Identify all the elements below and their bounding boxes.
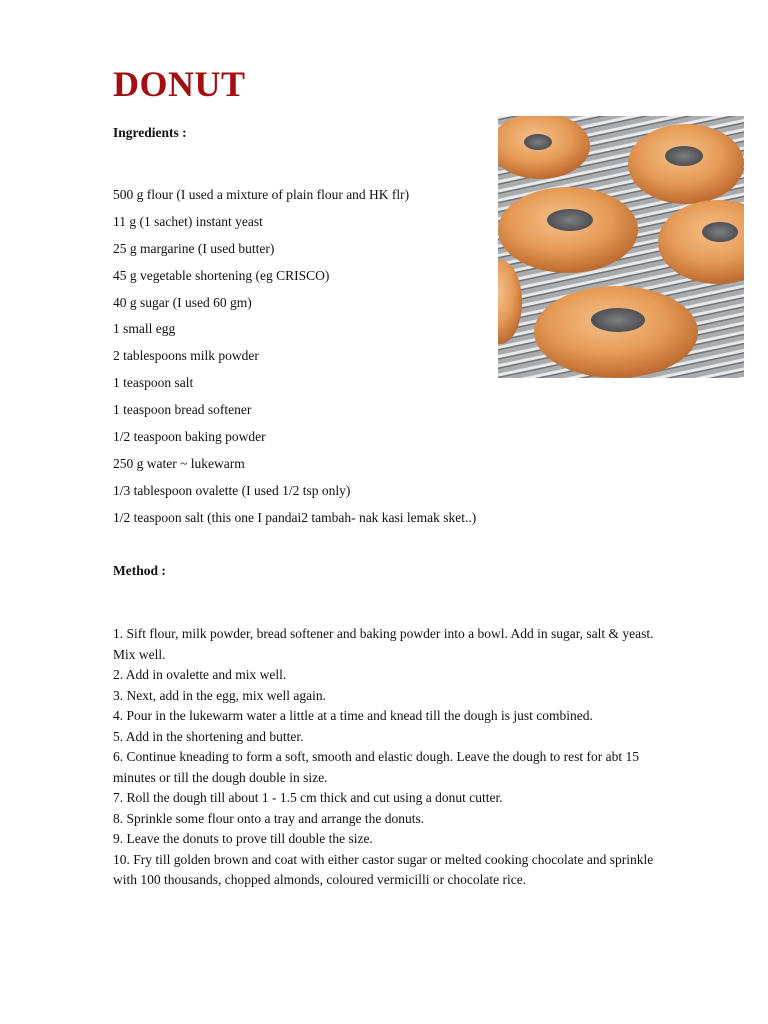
donut-shape	[498, 187, 638, 273]
ingredient-item: 2 tablespoons milk powder	[113, 348, 259, 364]
ingredient-item: 1 teaspoon salt	[113, 375, 194, 391]
method-step: 7. Roll the dough till about 1 - 1.5 cm thick and cut using a donut cutter.	[113, 790, 503, 805]
method-step: 9. Leave the donuts to prove till double the size.	[113, 831, 373, 846]
method-step: 6. Continue kneading to form a soft, smooth and elastic dough. Leave the dough to rest for abt 15 minutes or till the dough double in size.	[113, 749, 640, 785]
method-heading: Method :	[113, 563, 166, 578]
ingredient-item: 1/2 teaspoon baking powder	[113, 429, 266, 445]
donut-shape	[628, 124, 744, 204]
method-step: 4. Pour in the lukewarm water a little at a time and knead till the dough is just combined.	[113, 708, 593, 723]
donut-shape	[534, 286, 698, 378]
method-step: 1. Sift flour, milk powder, bread softener and baking powder into a bowl. Add in sugar, salt & yeast. Mix well.	[113, 626, 654, 662]
ingredient-item: 250 g water ~ lukewarm	[113, 455, 245, 471]
method-step: 10. Fry till golden brown and coat with either castor sugar or melted cooking chocolate and sprinkle with 100 thousands, chopped almonds, coloured vermicilli or chocolate rice.	[113, 851, 654, 887]
method-step: 2. Add in ovalette and mix well.	[113, 667, 287, 682]
ingredient-item: 1/3 tablespoon ovalette (I used 1/2 tsp only)	[113, 482, 351, 498]
ingredient-item: 1 small egg	[113, 321, 176, 337]
method-step: 3. Next, add in the egg, mix well again.	[113, 687, 326, 703]
ingredient-item: 1 teaspoon bread softener	[113, 402, 252, 418]
ingredient-item: 1/2 teaspoon salt (this one I pandai2 tambah- nak kasi lemak sket..)	[113, 509, 477, 525]
ingredient-item: 11 g (1 sachet) instant yeast	[113, 213, 263, 229]
ingredient-item: 40 g sugar (I used 60 gm)	[113, 294, 252, 310]
method-step: 8. Sprinkle some flour onto a tray and arrange the donuts.	[113, 810, 425, 826]
recipe-title: DONUT	[113, 64, 246, 104]
method-step: 5. Add in the shortening and butter.	[113, 728, 304, 744]
ingredient-item: 45 g vegetable shortening (eg CRISCO)	[113, 267, 330, 283]
ingredient-item: 500 g flour (I used a mixture of plain flour and HK flr)	[113, 187, 410, 202]
method-steps-list	[113, 624, 658, 891]
ingredients-list	[113, 185, 533, 535]
ingredients-heading: Ingredients :	[113, 125, 187, 140]
glazed-donuts-photo	[498, 116, 744, 378]
ingredient-item: 25 g margarine (I used butter)	[113, 240, 275, 256]
